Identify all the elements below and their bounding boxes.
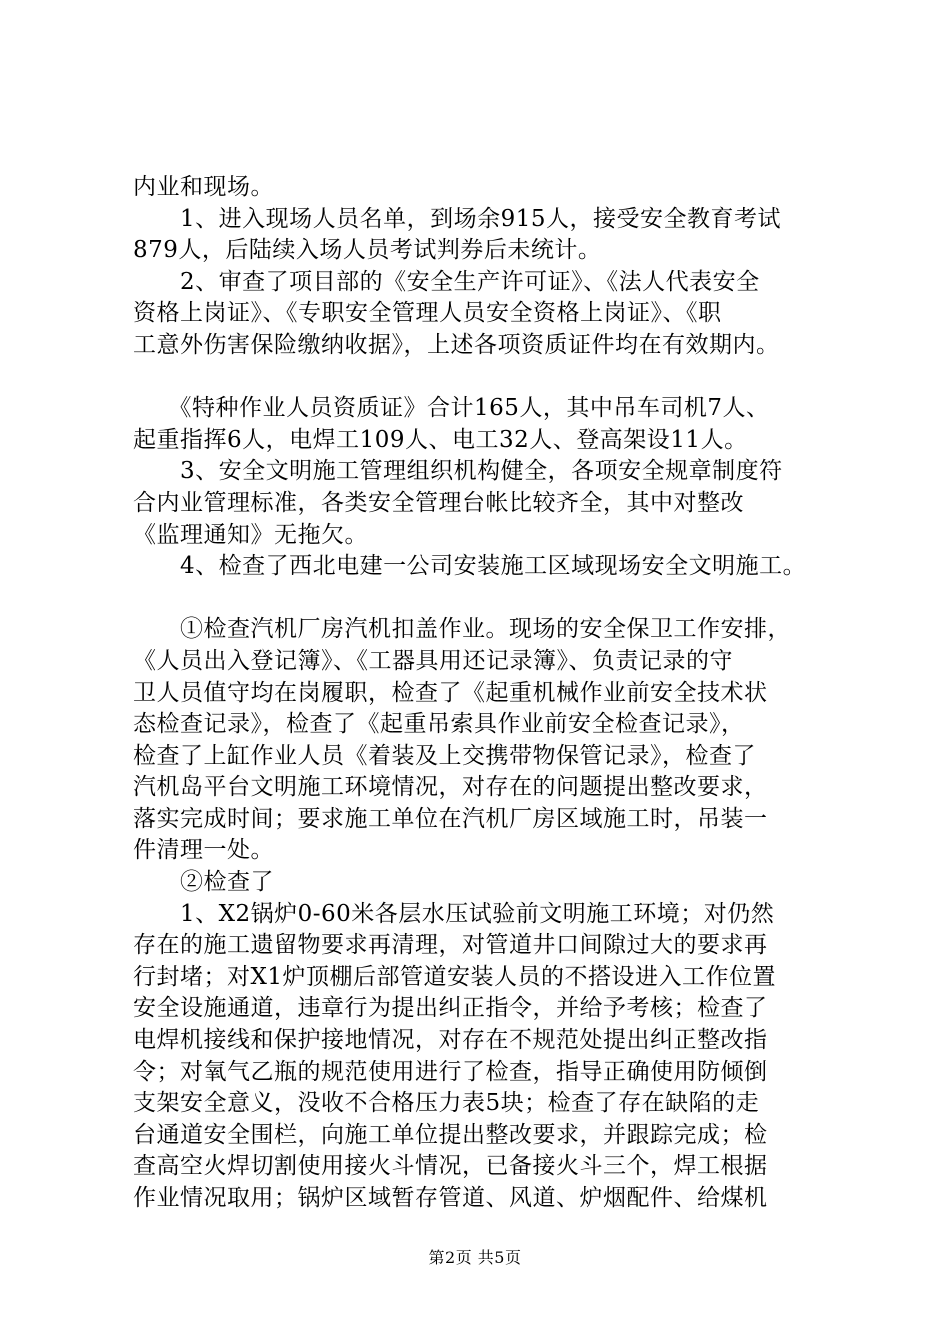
- text-line: 行封堵；对X1炉顶棚后部管道安装人员的不搭设进入工作位置: [133, 963, 777, 990]
- text-line: 2、审查了项目部的《安全生产许可证》、《法人代表安全: [133, 268, 760, 295]
- text-line: 卫人员值守均在岗履职，检查了《起重机械作业前安全技术状: [133, 679, 768, 706]
- blank-line: [133, 362, 833, 394]
- text-line: 汽机岛平台文明施工环境情况，对存在的问题提出整改要求，: [133, 774, 768, 801]
- text-line: 电焊机接线和保护接地情况，对存在不规范处提出纠正整改指: [133, 1027, 768, 1054]
- text-line: 879人，后陆续入场人员考试判券后未统计。: [133, 237, 602, 264]
- text-line: 《人员出入登记簿》、《工器具用还记录簿》、负责记录的守: [133, 647, 733, 674]
- text-line: 1、X2锅炉0-60米各层水压试验前文明施工环境；对仍然: [133, 900, 775, 927]
- text-line: 支架安全意义，没收不合格压力表5块；检查了存在缺陷的走: [133, 1090, 760, 1117]
- text-line: 《特种作业人员资质证》合计165人，其中吊车司机7人、: [133, 395, 770, 422]
- page-footer: 第2页 共5页: [428, 1248, 522, 1267]
- text-line: 起重指挥6人，电焊工109人、电工32人、登高架设11人。: [133, 426, 748, 453]
- text-line: 落实完成时间；要求施工单位在汽机厂房区域施工时，吊装一: [133, 805, 768, 832]
- text-line: 资格上岗证》、《专职安全管理人员安全资格上岗证》、《职: [133, 300, 722, 327]
- text-line: 合内业管理标准，各类安全管理台帐比较齐全，其中对整改: [133, 489, 744, 516]
- text-line: 工意外伤害保险缴纳收据》，上述各项资质证件均在有效期内。: [133, 331, 780, 358]
- text-line: 令；对氧气乙瓶的规范使用进行了检查，指导正确使用防倾倒: [133, 1058, 768, 1085]
- text-line: 安全设施通道，违章行为提出纠正指令，并给予考核；检查了: [133, 995, 768, 1022]
- text-line: 内业和现场。: [133, 174, 274, 200]
- text-line: 作业情况取用；锅炉区域暂存管道、风道、炉烟配件、给煤机: [133, 1185, 768, 1211]
- text-line: 台通道安全围栏，向施工单位提出整改要求，并跟踪完成；检: [133, 1121, 768, 1148]
- blank-line: [133, 583, 833, 615]
- text-line: 检查了上缸作业人员《着装及上交携带物保管记录》，检查了: [133, 742, 756, 769]
- text-line: ②检查了: [133, 869, 274, 896]
- text-line: 1、进入现场人员名单，到场余915人，接受安全教育考试: [133, 205, 782, 232]
- text-line: 查高空火焊切割使用接火斗情况，已备接火斗三个，焊工根据: [133, 1153, 768, 1180]
- text-line: 4、检查了西北电建一公司安装施工区域现场安全文明施工。: [133, 553, 807, 580]
- body-text: [133, 172, 833, 1215]
- text-line: 《监理通知》无拖欠。: [133, 521, 368, 548]
- text-line: 态检查记录》，检查了《起重吊索具作业前安全检查记录》，: [133, 711, 745, 738]
- text-line: 件清理一处。: [133, 837, 274, 864]
- text-line: 3、安全文明施工管理组织机构健全，各项安全规章制度符: [133, 458, 783, 485]
- text-line: 存在的施工遗留物要求再清理，对管道井口间隙过大的要求再: [133, 932, 768, 959]
- text-line: ①检查汽机厂房汽机扣盖作业。现场的安全保卫工作安排，: [133, 616, 791, 643]
